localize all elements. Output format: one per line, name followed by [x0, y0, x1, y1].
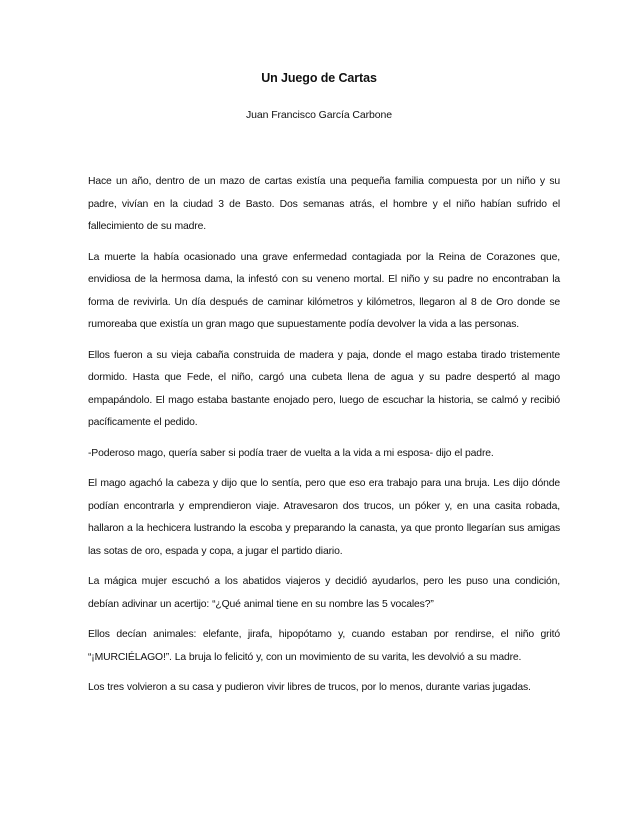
paragraph-5: El mago agachó la cabeza y dijo que lo sentía, pero que eso era trabajo para una bruja. Les dijo dónde podían encontrarla y emprendieron viaje. Atravesaron dos trucos, un póker y, en una casita robada, hallaron a la hechicera lustrando la escoba y preparando la canasta, ya que pronto llegarían sus amigas las sotas de oro, espada y copa, a jugar el partido diario.	[88, 478, 560, 557]
document-body	[88, 171, 560, 708]
paragraph-3: Ellos fueron a su vieja cabaña construida de madera y paja, donde el mago estaba tirado tristemente dormido. Hasta que Fede, el niño, cargó una cubeta llena de agua y su padre despertó al mago empapándolo. El mago estaba bastante enojado pero, luego de escuchar la historia, se calmó y recibió pacíficamente el pedido.	[88, 349, 560, 428]
paragraph-8: Los tres volvieron a su casa y pudieron vivir libres de trucos, por lo menos, durante varias jugadas.	[88, 682, 531, 693]
paragraph-4: -Poderoso mago, quería saber si podía traer de vuelta a la vida a mi esposa- dijo el padre.	[88, 447, 494, 459]
paragraph-1: Hace un año, dentro de un mazo de cartas existía una pequeña familia compuesta por un niño y su padre, vivían en la ciudad 3 de Basto. Dos semanas atrás, el hombre y el niño habían sufrido el fallecimiento de su madre.	[88, 176, 560, 232]
document-author: Juan Francisco García Carbone	[246, 109, 392, 121]
document-title: Un Juego de Cartas	[261, 71, 377, 85]
paragraph-7: Ellos decían animales: elefante, jirafa, hipopótamo y, cuando estaban por rendirse, el niño gritó “¡MURCIÉLAGO!”. La bruja lo felicitó y, con un movimiento de su varita, les devolvió a su madre.	[88, 629, 560, 663]
paragraph-6: La mágica mujer escuchó a los abatidos viajeros y decidió ayudarlos, pero les puso una condición, debían adivinar un acertijo: “¿Qué animal tiene en su nombre las 5 vocales?”	[88, 576, 560, 610]
paragraph-2: La muerte la había ocasionado una grave enfermedad contagiada por la Reina de Corazones que, envidiosa de la hermosa dama, la infestó con su veneno mortal. El niño y su padre no encontraban la forma de revivirla. Un día después de caminar kilómetros y kilómetros, llegaron al 8 de Oro donde se rumoreaba que existía un gran mago que supuestamente podía devolver la vida a las personas.	[88, 251, 560, 330]
